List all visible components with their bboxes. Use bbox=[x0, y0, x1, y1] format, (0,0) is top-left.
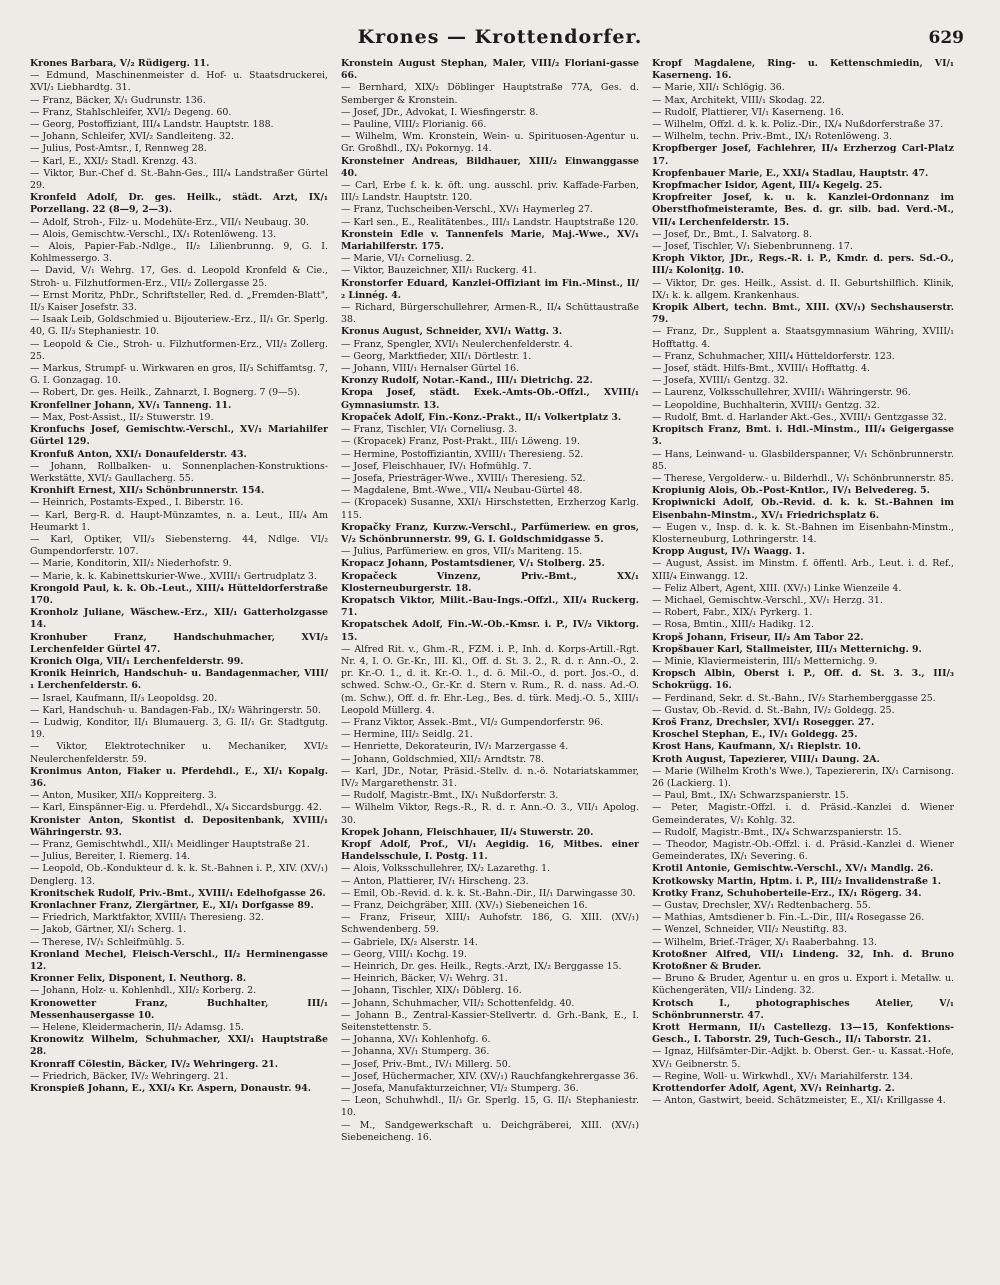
directory-entry: — Gustav, Drechsler, XV/₁ Redtenbacherg. 55. bbox=[652, 900, 871, 912]
directory-entry: — Robert, Dr. ges. Heilk., Zahnarzt, I. Bognerg. 7 (9—5). bbox=[30, 387, 301, 399]
directory-entry: Kropp August, IV/₁ Waagg. 1. bbox=[652, 546, 806, 558]
directory-entry: — Franz, Friseur, XIII/₁ Auhofstr. 186, G. XIII. (XV/₁) Schwendenberg. 59. bbox=[341, 912, 639, 936]
directory-entry: — Hermine, III/₂ Seidlg. 21. bbox=[341, 729, 473, 741]
directory-entry: — Wilhelm Viktor, Regs.-R., R. d. r. Ann.-O. 3., VII/₁ Apolog. 30. bbox=[341, 802, 639, 826]
directory-entry: Kropfmacher Isidor, Agent, III/₄ Kegelg. 25. bbox=[652, 180, 883, 192]
directory-entry: Kronich Olga, VII/₁ Lerchenfelderstr. 99. bbox=[30, 655, 244, 667]
directory-entry: Kroš Franz, Drechsler, XVI/₁ Rosegger. 27. bbox=[652, 716, 875, 728]
directory-entry: — Josef, JDr., Advokat, I. Wiesfingerstr. 8. bbox=[341, 106, 539, 118]
directory-entry: — Johanna, XV/₁ Kohlenhofg. 6. bbox=[341, 1034, 491, 1046]
directory-entry: — Franz, Dr., Supplent a. Staatsgymnasium Währing, XVIII/₁ Hofftattg. 4. bbox=[652, 326, 954, 350]
directory-entry: Kronik Heinrich, Handschuh- u. Bandagenmacher, VIII/₁ Lerchenfelderstr. 6. bbox=[30, 668, 328, 692]
directory-entry: Kronhuber Franz, Handschuhmacher, XVI/₂ Lerchenfelder Gürtel 47. bbox=[30, 631, 328, 655]
directory-entry: — August, Assist. im Minstm. f. öffentl. Arb., Leut. i. d. Ref., XIII/₄ Einwangg. 12. bbox=[652, 558, 954, 582]
directory-entry: — Theodor, Magistr.-Ob.-Offzl. i. d. Präsid.-Kanzlei d. Wiener Gemeinderates, IX/₁ Severing. 6. bbox=[652, 839, 954, 863]
directory-entry: — Georg, Marktfieder, XII/₁ Dörtlestr. 1. bbox=[341, 350, 532, 362]
directory-entry: — Pauline, VIII/₂ Florianig. 66. bbox=[341, 119, 487, 131]
directory-entry: — Marie, XII/₁ Schlögig. 36. bbox=[652, 82, 785, 94]
directory-entry: Krotsch I., photographisches Atelier, V/₁ Schönbrunnerstr. 47. bbox=[652, 997, 954, 1021]
directory-entry: — Gabriele, IX/₂ Alserstr. 14. bbox=[341, 936, 478, 948]
directory-entry: — Josef, städt. Hilfs-Bmt., XVIII/₁ Hofftattg. 4. bbox=[652, 363, 870, 375]
directory-entry: Kropiunig Alois, Ob.-Post-Kntlor., IV/₁ Belvedereg. 5. bbox=[652, 485, 930, 497]
directory-entry: — Rudolf, Magistr.-Bmt., IX/₄ Schwarzspanierstr. 15. bbox=[652, 826, 902, 838]
directory-entry: — Johann, Goldschmied, XII/₂ Arndtstr. 78. bbox=[341, 753, 544, 765]
directory-entry: — M., Sandgewerkschaft u. Deichgräberei, XIII. (XV/₁) Siebeneicheng. 16. bbox=[341, 1119, 639, 1143]
column-right bbox=[652, 58, 954, 1258]
directory-entry: Krottendorfer Adolf, Agent, XV/₁ Reinhartg. 2. bbox=[652, 1083, 895, 1095]
page-number: 629 bbox=[928, 28, 964, 48]
directory-entry: — Franz, Bäcker, X/₁ Gudrunstr. 136. bbox=[30, 94, 206, 106]
directory-entry: — Viktor, Bur.-Chef d. St.-Bahn-Ges., III/₄ Landstraßer Gürtel 29. bbox=[30, 167, 328, 192]
directory-entry: — (Kropacek) Susanne, XXI/₁ Hirschstetten, Erzherzog Karlg. 115. bbox=[341, 497, 639, 521]
directory-entry: — Franz, Tuchscheiben-Verschl., XV/₁ Haymerleg 27. bbox=[341, 204, 593, 216]
directory-entry: — Leopoldine, Buchhalterin, XVIII/₁ Gentzg. 32. bbox=[652, 399, 880, 411]
directory-entry: — Israel, Kaufmann, II/₃ Leopoldsg. 20. bbox=[30, 692, 218, 704]
directory-entry: — Julius, Post-Amtsr., I, Rennweg 28. bbox=[30, 143, 207, 155]
directory-entry: — Edmund, Maschinenmeister d. Hof- u. Staatsdruckerei, XVI/₁ Liebhardtg. 31. bbox=[30, 70, 328, 94]
directory-entry: Kropačky Franz, Kurzw.-Verschl., Parfümeriew. en gros, V/₂ Schönbrunnerstr. 99, G. I. Goldschmidgasse 5. bbox=[341, 521, 639, 545]
directory-entry: — Heinrich, Postamts-Exped., I. Biberstr. 16. bbox=[30, 497, 244, 509]
directory-entry: — Emil, Ob.-Revid. d. k. k. St.-Bahn.-Dir., II/₁ Darwingasse 30. bbox=[341, 887, 636, 899]
column-left bbox=[30, 58, 328, 1258]
directory-entry: Kropiwnicki Adolf, Ob.-Revid. d. k. k. St.-Bahnen im Eisenbahn-Minstm., XV/₁ Friedrichsplatz 6. bbox=[652, 497, 954, 521]
directory-entry: — Franz, Gemischtwhdl., XII/₁ Meidlinger Hauptstraße 21. bbox=[30, 839, 310, 850]
directory-entry: Kropitsch Franz, Bmt. i. Hdl.-Minstm., III/₄ Geigergasse 3. bbox=[652, 424, 954, 448]
directory-entry: Kronstein Edle v. Tannenfels Marie, Maj.-Wwe., XV/₁ Mariahilferstr. 175. bbox=[341, 228, 639, 253]
directory-entry: — Feliz Albert, Agent, XIII. (XV/₁) Linke Wienzeile 4. bbox=[652, 582, 902, 594]
directory-entry: Kronstorfer Eduard, Kanzlei-Offiziant im Fin.-Minst., II/₂ Linnég. 4. bbox=[341, 277, 639, 301]
directory-entry: — Hans, Leinwand- u. Glasbilderspanner, V/₁ Schönbrunnerstr. 85. bbox=[652, 448, 954, 472]
directory-entry: — Leopold & Cie., Stroh- u. Filzhutformen-Erz., VII/₂ Zollerg. 25. bbox=[30, 338, 328, 362]
directory-entry: — Alfred Rit. v., Ghm.-R., FZM. i. P., Inh. d. Korps-Artill.-Rgt. Nr. 4, I. O. Gr.-Kr., III. Kl., Off. d. St. 3. 2., R. d. r. Ann.-O., 2. pr. Kr.-O. 1., d. it. Kr.-O. 1., d. ö. Mil.-O., d. port. Jos.-O., d. schwed. Schw.-O., Gr.-Kr. d. Stern v. Rum., R. d. nass. Ad.-O. (m. Schw.), Off. d. fr. Ehr.-Leg., Bes. d. türk. Medj.-O. 5., XIII/₁ Leopold Müllerg. 4. bbox=[341, 643, 639, 716]
directory-entry: Krotil Antonie, Gemischtw.-Verschl., XV/₁ Mandlg. 26. bbox=[652, 863, 934, 875]
directory-entry: — Karl, E., XXI/₂ Stadl. Krenzg. 43. bbox=[30, 155, 197, 167]
directory-entry: Kropacz Johann, Postamtsdiener, V/₁ Stolberg. 25. bbox=[341, 558, 605, 570]
directory-entry: — Heinrich, Dr. ges. Heilk., Regts.-Arzt, IX/₂ Berggasse 15. bbox=[341, 961, 622, 973]
directory-entry: Kronfeld Adolf, Dr. ges. Heilk., städt. Arzt, IX/₁ Porzellang. 22 (8—9, 2—3). bbox=[30, 192, 328, 216]
directory-entry: — Paul, Bmt., IX/₁ Schwarzspanierstr. 15. bbox=[652, 790, 849, 802]
directory-entry: — Johann, Holz- u. Kohlenhdl., XII/₂ Korberg. 2. bbox=[30, 985, 257, 997]
directory-entry: Kronlachner Franz, Ziergärtner, E., XI/₁ Dorfgasse 89. bbox=[30, 900, 314, 912]
directory-entry: — Karl, Handschuh- u. Bandagen-Fab., IX/₂ Währingerstr. 50. bbox=[30, 704, 321, 716]
directory-entry: — Franz, Schuhmacher, XIII/₄ Hütteldorferstr. 123. bbox=[652, 350, 895, 362]
directory-entry: Kropfreiter Josef, k. u. k. Kanzlei-Ordonnanz im Oberstfhofmeisteramte, Bes. d. gr. silb. bad. Verd.-M., VII/₄ Lerchenfelderstr. 15. bbox=[652, 192, 954, 228]
directory-entry: — Georg, VIII/₁ Kochg. 19. bbox=[341, 948, 467, 960]
directory-entry: Kropš Johann, Friseur, II/₂ Am Tabor 22. bbox=[652, 631, 864, 643]
directory-entry: — Johann B., Zentral-Kassier-Stellvertr. d. Grh.-Bank, E., I. Seitenstettenstr. 5. bbox=[341, 1009, 639, 1034]
directory-entry: — Leon, Schuhwhdl., II/₁ Gr. Sperlg. 15, G. II/₁ Stephaniestr. 10. bbox=[341, 1095, 639, 1119]
column-middle bbox=[341, 58, 639, 1258]
directory-entry: — Markus, Strumpf- u. Wirkwaren en gros, II/₃ Schiffamtsg. 7, G. I. Gonzagag. 10. bbox=[30, 363, 328, 387]
directory-entry: Krones Barbara, V/₂ Rüdigerg. 11. bbox=[30, 58, 210, 69]
directory-entry: — Alois, Volksschullehrer, IX/₂ Lazarethg. 1. bbox=[341, 863, 551, 875]
directory-entry: — Viktor, Elektrotechniker u. Mechaniker, XVI/₂ Neulerchenfelderstr. 59. bbox=[30, 741, 328, 765]
directory-entry: Krongold Paul, k. k. Ob.-Leut., XIII/₄ Hütteldorferstraße 170. bbox=[30, 582, 328, 606]
directory-entry: Kroph Viktor, JDr., Regs.-R. i. P., Kmdr. d. pers. Sd.-O., III/₂ Koloniţg. 10. bbox=[652, 253, 954, 277]
directory-entry: Kronfellner Johann, XV/₁ Tanneng. 11. bbox=[30, 399, 232, 411]
directory-entry: — Josefa, Priesträger-Wwe., XVIII/₁ Theresieng. 52. bbox=[341, 472, 586, 484]
directory-entry: Kroschel Stephan, E., IV/₁ Goldegg. 25. bbox=[652, 729, 858, 741]
directory-entry: — Adolf, Stroh-, Filz- u. Modehüte-Erz., VII/₁ Neubaug. 30. bbox=[30, 216, 309, 228]
running-title: Krones — Krottendorfer. bbox=[357, 26, 643, 48]
directory-entry: Kronfuchs Josef, Gemischtw.-Verschl., XV/₁ Mariahilfer Gürtel 129. bbox=[30, 424, 328, 448]
directory-entry: — Karl sen., E., Realitätenbes., III/₃ Landstr. Hauptstraße 120. bbox=[341, 216, 639, 228]
directory-entry: Kropa Josef, städt. Exek.-Amts-Ob.-Offzl., XVIII/₁ Gymnasiumstr. 13. bbox=[341, 387, 639, 411]
directory-entry: Kropsch Albin, Oberst i. P., Off. d. St. 3. 3., III/₃ Schokrügg. 16. bbox=[652, 668, 954, 692]
directory-entry: — Johann, Rollbalken- u. Sonnenplachen-Konstruktions-Werkstätte, XVI/₂ Gaullacherg. 55. bbox=[30, 460, 328, 484]
directory-entry: — Franz, Stahlschleifer, XVI/₂ Degeng. 60. bbox=[30, 106, 232, 118]
directory-entry: Kronimus Anton, Fiaker u. Pferdehdl., E., XI/₁ Kopalg. 36. bbox=[30, 765, 328, 789]
directory-entry: Kropaček Adolf, Fin.-Konz.-Prakt., II/₁ Volkertplatz 3. bbox=[341, 411, 622, 423]
directory-entry: — Wenzel, Schneider, VII/₂ Neustiftg. 83. bbox=[652, 924, 848, 936]
directory-entry: — Josef, Hüchermacher, XIV. (XV/₁) Rauchfangkehrergasse 36. bbox=[341, 1070, 639, 1082]
directory-entry: — Rudolf, Magistr.-Bmt., IX/₁ Nußdorferstr. 3. bbox=[341, 790, 559, 802]
directory-entry: — Friedrich, Bäcker, IV/₂ Wehringerg. 21. bbox=[30, 1070, 229, 1082]
directory-entry: — Bernhard, XIX/₂ Döblinger Hauptstraße 77A, Ges. d. Semberger & Kronstein. bbox=[341, 82, 639, 106]
directory-entry: — Gustav, Ob.-Revid. d. St.-Bahn, IV/₂ Goldegg. 25. bbox=[652, 704, 895, 716]
directory-entry: — Jakob, Gärtner, XI/₁ Scherg. 1. bbox=[30, 924, 187, 936]
directory-entry: — Leopold, Ob.-Konduktеur d. k. k. St.-Bahnen i. P., XIV. (XV/₁) Denglerg. 13. bbox=[30, 863, 328, 887]
directory-entry: — Josef, Dr., Bmt., I. Salvatorg. 8. bbox=[652, 228, 812, 240]
directory-entry: — Therese, Vergolderw.- u. Bilderhdl., V/₁ Schönbrunnerstr. 85. bbox=[652, 472, 954, 484]
directory-entry: Kropfberger Josef, Fachlehrer, II/₄ Erzherzog Carl-Platz 17. bbox=[652, 143, 954, 167]
directory-entry: — Robert, Fabr., XIX/₁ Pyrkerg. 1. bbox=[652, 607, 813, 619]
directory-entry: — Ludwig, Konditor, II/₁ Blumauerg. 3, G. II/₁ Gr. Stadtgutg. 19. bbox=[30, 716, 328, 741]
directory-entry: — Minie, Klaviermeisterin, III/₃ Metternichg. 9. bbox=[652, 655, 878, 667]
directory-entry: Krotkowsky Martin, Hptm. i. P., III/₂ Invalidenstraße 1. bbox=[652, 875, 942, 887]
directory-entry: — Franz, Spengler, XVI/₁ Neulerchenfelderstr. 4. bbox=[341, 338, 573, 350]
directory-entry: — Johanna, XV/₁ Stumperg. 36. bbox=[341, 1046, 490, 1058]
directory-entry: Krotoßner Alfred, VII/₁ Lindeng. 32, Inh. d. Bruno Krotoßner & Bruder. bbox=[652, 948, 954, 973]
directory-entry: — Wilhelm, Offzl. d. k. k. Poliz.-Dir., IX/₄ Nußdorferstraße 37. bbox=[652, 119, 944, 131]
directory-entry: — Therese, IV/₁ Schleifmühlg. 5. bbox=[30, 936, 185, 948]
directory-entry: — Max, Architekt, VIII/₁ Skodag. 22. bbox=[652, 94, 826, 106]
directory-entry: Kronstein August Stephan, Maler, VIII/₂ Floriani-gasse 66. bbox=[341, 58, 639, 82]
directory-entry: Kropek Johann, Fleischhauer, II/₄ Stuwerstr. 20. bbox=[341, 826, 594, 838]
directory-entry: — Carl, Erbe f. k. k. öft. ung. ausschl. priv. Kaffade-Farben, III/₂ Landstr. Hauptstr. 120. bbox=[341, 180, 639, 204]
directory-entry: Krotky Franz, Schuhoberteile-Erz., IX/₁ Rögerg. 34. bbox=[652, 887, 922, 899]
directory-entry: — Alois, Papier-Fab.-Ndlge., II/₂ Lilienbrunng. 9, G. I. Kohlmessergo. 3. bbox=[30, 241, 328, 265]
directory-entry: Kropatschek Adolf, Fin.-W.-Ob.-Kmsr. i. P., IV/₂ Viktorg. 15. bbox=[341, 619, 639, 643]
directory-entry: — Rosa, Bmtin., XIII/₂ Hadikg. 12. bbox=[652, 619, 814, 631]
directory-entry: Krost Hans, Kaufmann, X/₁ Rieplstr. 10. bbox=[652, 741, 862, 753]
directory-entry: — Max, Post-Assist., II/₂ Stuwerstr. 19. bbox=[30, 411, 214, 423]
directory-entry: Kronholz Juliane, Wäschew.-Erz., XII/₁ Gatterholzgasse 14. bbox=[30, 607, 328, 631]
directory-entry: Kronspieß Johann, E., XXI/₄ Kr. Aspern, Donaustr. 94. bbox=[30, 1083, 312, 1095]
directory-entry: — Wilhelm, Brief.-Träger, X/₁ Raaberbahng. 13. bbox=[652, 936, 877, 948]
directory-entry: — Hermine, Postoffiziantin, XVIII/₁ Theresieng. 52. bbox=[341, 448, 584, 460]
directory-entry: — Bruno & Bruder, Agentur u. en gros u. Export i. Metallw. u. Küchengeräten, VII/₂ Lindeng. 32. bbox=[652, 973, 954, 997]
directory-entry: Krott Hermann, II/₁ Castellezg. 13—15, Konfektions-Gesch., I. Taborstr. 29, Tuch-Gesch., II/₁ Taborstr. 21. bbox=[652, 1022, 954, 1046]
page-header bbox=[0, 26, 1000, 56]
directory-entry: — Marie, Konditorin, XII/₂ Niederhofstr. 9. bbox=[30, 558, 232, 570]
directory-entry: — Johann, Tischler, XIX/₁ Döblerg. 16. bbox=[341, 985, 522, 997]
directory-entry: — Rudolf, Bmt. d. Harlander Akt.-Ges., XVIII/₁ Gentzgasse 32. bbox=[652, 411, 947, 423]
directory-entry: — Richard, Bürgerschullehrer, Armen-R., II/₄ Schüttaustraße 38. bbox=[341, 302, 639, 326]
directory-entry: Kronner Felix, Disponent, I. Neuthorg. 8. bbox=[30, 973, 247, 985]
directory-entry: Kropf Magdalene, Ring- u. Kettenschmiedin, VI/₁ Kaserneng. 16. bbox=[652, 58, 954, 82]
directory-entry: — Franz, Deichgräber, XIII. (XV/₁) Siebeneichen 16. bbox=[341, 900, 588, 912]
directory-entry: — Laurenz, Volksschullehrer, XVIII/₁ Währingerstr. 96. bbox=[652, 387, 911, 399]
directory-entry: — Julius, Bereiter, I. Riemerg. 14. bbox=[30, 851, 191, 863]
directory-entry: — Karl, Optiker, VII/₃ Siebensterng. 44, Ndlge. VI/₂ Gumpendorferstr. 107. bbox=[30, 533, 328, 558]
directory-entry: — Regine, Woll- u. Wirkwhdl., XV/₁ Mariahilferstr. 134. bbox=[652, 1070, 913, 1082]
directory-entry: — Friedrich, Marktfaktor, XVIII/₁ Theresieng. 32. bbox=[30, 912, 264, 924]
directory-entry: — Josefa, XVIII/₁ Gentzg. 32. bbox=[652, 375, 789, 387]
directory-entry: Kropatsch Viktor, Milit.-Bau-Ings.-Offzl., XII/₄ Ruckerg. 71. bbox=[341, 594, 639, 619]
directory-entry: Kropik Albert, techn. Bmt., XIII. (XV/₁) Sechshauserstr. 79. bbox=[652, 302, 954, 326]
directory-entry: — Franz, Tischler, VI/₁ Corneliusg. 3. bbox=[341, 424, 518, 436]
directory-entry: — Marie, k. k. Kabinettskurier-Wwe., XVIII/₁ Gertrudplatz 3. bbox=[30, 570, 317, 582]
directory-entry: — Karl, JDr., Notar, Präsid.-Stellv. d. n.-ö. Notariatskammer, IV/₂ Margarethenstr. 31. bbox=[341, 765, 639, 789]
directory-entry: Kronus August, Schneider, XVI/₁ Wattg. 3. bbox=[341, 326, 563, 338]
directory-entry: Kronhift Ernest, XII/₃ Schönbrunnerstr. 154. bbox=[30, 485, 265, 497]
directory-entry: Kronsteiner Andreas, Bildhauer, XIII/₂ Einwanggasse 40. bbox=[341, 155, 639, 179]
directory-entry: — Karl, Berg-R. d. Haupt-Münzamtes, n. a. Leut., III/₄ Am Heumarkt 1. bbox=[30, 509, 328, 533]
directory-entry: — Josef, Tischler, V/₁ Siebenbrunneng. 17. bbox=[652, 241, 853, 253]
directory-entry: — Peter, Magistr.-Offzl. i. d. Präsid.-Kanzlei d. Wiener Gemeinderates, V/₁ Kohlg. 32. bbox=[652, 802, 954, 826]
directory-entry: — Josef, Fleischhauer, IV/₁ Hofmühlg. 7. bbox=[341, 460, 532, 472]
directory-entry: Kropačeck Vinzenz, Priv.-Bmt., XX/₁ Klosterneuburgerstr. 18. bbox=[341, 570, 639, 594]
directory-entry: — Anton, Musiker, XII/₃ Koppreiterg. 3. bbox=[30, 790, 217, 802]
directory-entry: Kronfuß Anton, XXI/₁ Donaufelderstr. 43. bbox=[30, 448, 247, 460]
directory-entry: Kropšbauer Karl, Stallmeister, III/₃ Metternichg. 9. bbox=[652, 643, 922, 655]
directory-entry: — Josef, Priv.-Bmt., IV/₁ Millerg. 50. bbox=[341, 1058, 511, 1070]
directory-entry: Kroth August, Tapezierer, VIII/₁ Daung. 2A. bbox=[652, 753, 880, 765]
directory-entry: Kronitschek Rudolf, Priv.-Bmt., XVIII/₁ Edelhofgasse 26. bbox=[30, 887, 326, 899]
directory-entry: — Johann, VIII/₁ Hernalser Gürtel 16. bbox=[341, 363, 520, 375]
directory-entry: Kronister Anton, Skontist d. Depositenbank, XVIII/₁ Währingerstr. 93. bbox=[30, 814, 328, 838]
directory-entry: — Anton, Gastwirt, beeid. Schätzmeister, E., XI/₁ Krillgasse 4. bbox=[652, 1095, 946, 1107]
directory-entry: Kropf Adolf, Prof., VI/₁ Aegidig. 16, Mitbes. einer Handelsschule, I. Postg. 11. bbox=[341, 839, 639, 863]
directory-entry: — Mathias, Amtsdiener b. Fin.-L.-Dir., III/₄ Rosegasse 26. bbox=[652, 912, 925, 924]
directory-entry: Kronland Mechel, Fleisch-Verschl., II/₂ Herminengasse 12. bbox=[30, 948, 328, 973]
directory-entry: — Viktor, Dr. ges. Heilk., Assist. d. II. Geburtshilflich. Klinik, IX/₁ k. k. allgem. Krankenhaus. bbox=[652, 277, 954, 301]
directory-entry: — Johann, Schleifer, XVI/₂ Sandleiteng. 32. bbox=[30, 131, 234, 143]
directory-entry: — Ferdinand, Sekr. d. St.-Bahn., IV/₂ Starhemberggasse 25. bbox=[652, 692, 936, 704]
directory-entry: — Viktor, Bauzeichner, XII/₁ Ruckerg. 41. bbox=[341, 265, 537, 277]
directory-entry: — Anton, Plattierer, IV/₁ Hirscheng. 23. bbox=[341, 875, 529, 887]
directory-entry: — Karl, Einspänner-Eig. u. Pferdehdl., X/₄ Siccardsburgg. 42. bbox=[30, 802, 322, 814]
directory-entry: — Julius, Parfümeriew. en gros, VII/₃ Mariteng. 15. bbox=[341, 546, 583, 558]
directory-entry: — Wilhelm, techn. Priv.-Bmt., IX/₁ Rotenlöweng. 3. bbox=[652, 131, 892, 143]
directory-entry: — Marie, VI/₁ Corneliusg. 2. bbox=[341, 253, 475, 265]
directory-entry: — Henriette, Dekorateurin, IV/₁ Marzergasse 4. bbox=[341, 741, 569, 753]
directory-entry: — Wilhelm, Wm. Kronstein, Wein- u. Spirituosen-Agentur u. Gr. Großhdl., IX/₁ Pokornyg. 14. bbox=[341, 131, 639, 155]
directory-entry: — (Kropacek) Franz, Post-Prakt., III/₁ Löweng. 19. bbox=[341, 436, 580, 448]
directory-entry: Kronzy Rudolf, Notar.-Kand., III/₁ Dietrichg. 22. bbox=[341, 375, 593, 387]
directory-entry: — Helene, Kleidermacherin, II/₂ Adamsg. 15. bbox=[30, 1022, 244, 1034]
directory-entry: — Ernst Moritz, PhDr., Schriftsteller, Red. d. „Fremden-Blatt", II/₃ Kaiser Josefstr. 33. bbox=[30, 289, 328, 314]
directory-entry: Kropfenbauer Marie, E., XXI/₄ Stadlau, Hauptstr. 47. bbox=[652, 167, 929, 179]
directory-entry: — Alois, Gemischtw.-Verschl., IX/₁ Rotenlöweng. 13. bbox=[30, 228, 277, 240]
directory-entry: — Isaak Leib, Goldschmied u. Bijouteriew.-Erz., II/₁ Gr. Sperlg. 40, G. II/₃ Stephaniestr. 10. bbox=[30, 314, 328, 338]
directory-entry: — David, V/₁ Wehrg. 17, Ges. d. Leopold Kronfeld & Cie., Stroh- u. Filzhutformen-Erz., VII/₂ Zollergasse 25. bbox=[30, 265, 328, 289]
directory-entry: — Marie (Wilhelm Kroth's Wwe.), Tapeziererin, IX/₁ Carnisong. 26 (Lackierg. 1). bbox=[652, 765, 954, 789]
directory-entry: — Magdalene, Bmt.-Wwe., VII/₄ Neubau-Gürtel 48. bbox=[341, 485, 583, 497]
directory-entry: — Johann, Schuhmacher, VII/₂ Schottenfeldg. 40. bbox=[341, 997, 575, 1009]
directory-entry: Kronowitz Wilhelm, Schuhmacher, XXI/₁ Hauptstraße 28. bbox=[30, 1034, 328, 1058]
directory-entry: — Heinrich, Bäcker, V/₁ Wehrg. 31. bbox=[341, 973, 508, 985]
directory-entry: — Michael, Gemischtw.-Verschl., XV/₁ Herzg. 31. bbox=[652, 594, 883, 606]
directory-entry: — Josefa, Manufakturzeichner, VI/₂ Stumperg. 36. bbox=[341, 1083, 579, 1095]
directory-entry: Kronowetter Franz, Buchhalter, III/₁ Messenhausergasse 10. bbox=[30, 997, 328, 1021]
directory-entry: — Franz Viktor, Assek.-Bmt., VI/₂ Gumpendorferstr. 96. bbox=[341, 716, 604, 728]
directory-entry: — Eugen v., Insp. d. k. k. St.-Bahnen im Eisenbahn-Minstm., Klosterneuburg, Lothringerstr. 14. bbox=[652, 521, 954, 545]
directory-entry: — Georg, Postoffiziant, III/₄ Landstr. Hauptstr. 188. bbox=[30, 119, 274, 131]
directory-entry: — Ignaz, Hilfsämter-Dir.-Adjkt. b. Oberst. Ger.- u. Kassat.-Hofe, XV/₁ Geibnerstr. 5. bbox=[652, 1046, 954, 1070]
directory-entry: — Rudolf, Plattierer, VI/₁ Kaserneng. 16. bbox=[652, 106, 844, 118]
directory-entry: Kronraff Cölestin, Bäcker, IV/₂ Wehringerg. 21. bbox=[30, 1058, 279, 1070]
